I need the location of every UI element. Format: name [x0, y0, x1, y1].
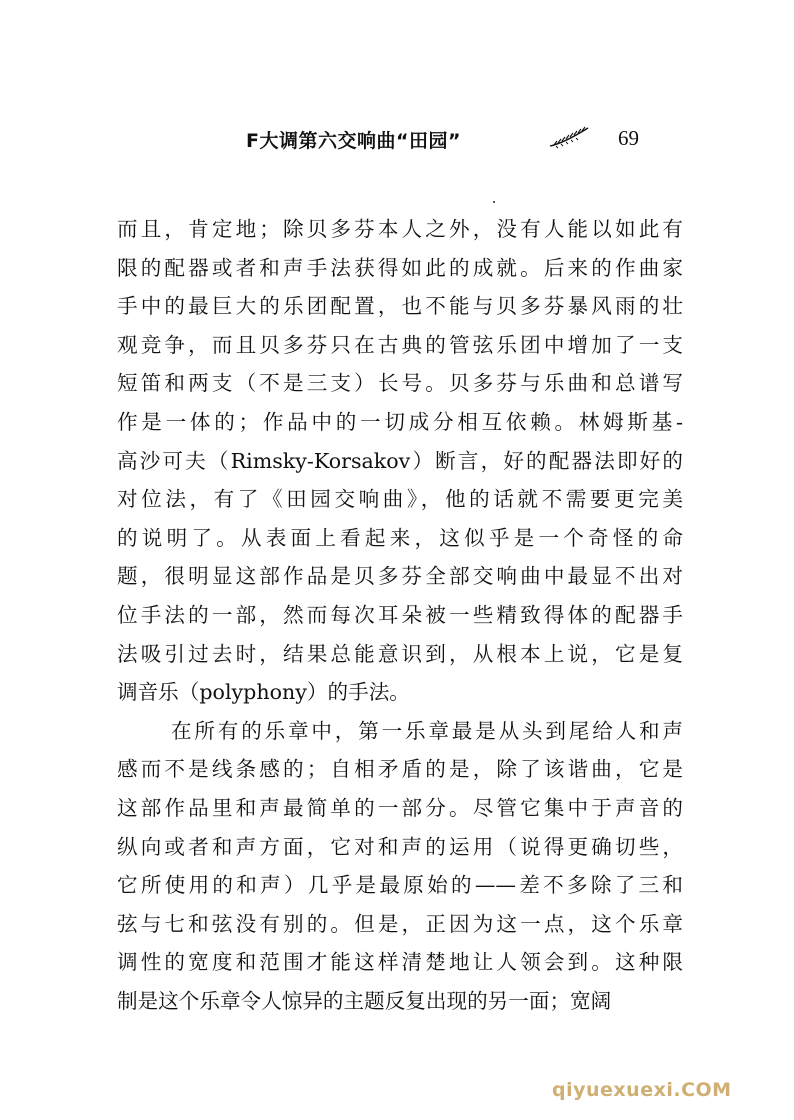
text-line: 调性的宽度和范围才能这样清楚地让人领会到。这种限 — [117, 950, 683, 975]
text-line: 它所使用的和声）几乎是最原始的——差不多除了三和 — [117, 873, 683, 898]
text-line: 的说明了。从表面上看起来，这似乎是一个奇怪的命 — [117, 525, 683, 550]
text-line: 高沙可夫（Rimsky-Korsakov）断言，好的配器法即好的 — [117, 448, 683, 473]
scan-speck — [493, 201, 495, 203]
text-line: 纵向或者和声方面，它对和声的运用（说得更确切些， — [117, 834, 683, 859]
text-line: 限的配器或者和声手法获得如此的成就。后来的作曲家 — [117, 255, 683, 280]
text-line: 观竞争，而且贝多芬只在古典的管弦乐团中增加了一支 — [117, 332, 683, 357]
paragraph — [117, 210, 683, 712]
text-line: 作是一体的；作品中的一切成分相互依赖。林姆斯基- — [117, 409, 683, 434]
text-line: 题，很明显这部作品是贝多芬全部交响曲中最显不出对 — [117, 564, 683, 589]
text-line: 法吸引过去时，结果总能意识到，从根本上说，它是复 — [117, 641, 683, 666]
page-number: 69 — [618, 126, 639, 150]
text-line: 这部作品里和声最简单的一部分。尽管它集中于声音的 — [117, 795, 683, 820]
text-line: 对位法，有了《田园交响曲》，他的话就不需要更完美 — [117, 487, 683, 512]
paragraph — [117, 712, 683, 1021]
text-line: 调音乐（polyphony）的手法。 — [117, 680, 410, 705]
running-head-title: F大调第六交响曲“田园” — [246, 130, 461, 152]
text-line: 制是这个乐章令人惊异的主题反复出现的另一面；宽阔 — [117, 988, 612, 1013]
text-line: 感而不是线条感的；自相矛盾的是，除了该谐曲，它是 — [117, 757, 683, 782]
quill-flourish-icon — [548, 124, 592, 150]
body-text — [117, 210, 683, 1020]
running-head — [0, 122, 794, 158]
text-line: 手中的最巨大的乐团配置，也不能与贝多芬暴风雨的壮 — [117, 294, 683, 319]
text-line: 位手法的一部，然而每次耳朵被一些精致得体的配器手 — [117, 602, 683, 627]
site-watermark: qiyuexuexi.COM — [552, 1079, 732, 1101]
text-line: 在所有的乐章中，第一乐章最是从头到尾给人和声 — [171, 718, 683, 743]
text-line: 短笛和两支（不是三支）长号。贝多芬与乐曲和总谱写 — [117, 371, 683, 396]
text-line: 而且，肯定地；除贝多芬本人之外，没有人能以如此有 — [117, 217, 683, 241]
text-line: 弦与七和弦没有别的。但是，正因为这一点，这个乐章 — [117, 911, 683, 936]
